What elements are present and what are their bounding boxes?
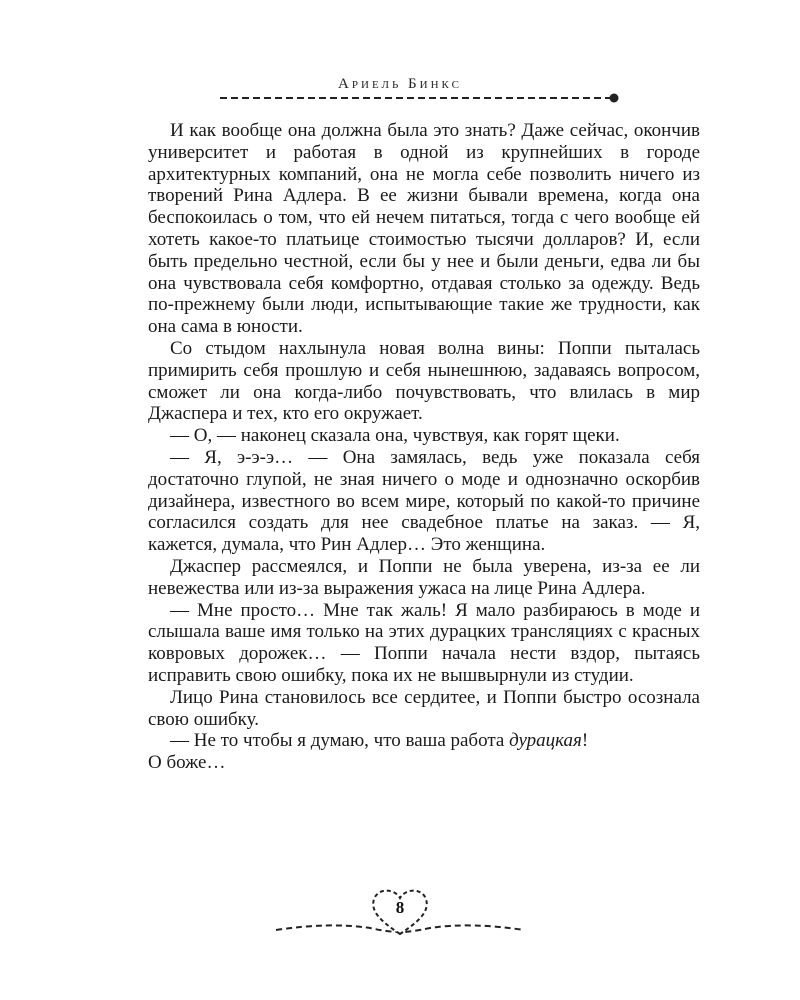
emphasized-word: дурацкая xyxy=(509,730,582,752)
paragraph: И как вообще она должна была это знать? Даже сейчас, окончив университет и работая в одной из крупнейших в городе архитектурных компаний, она не могла себе позволить ничего из творений Рина Адлера. В ее жизни бывали времена, когда она беспокоилась о том, что ей нечем питаться, тогда с чего вообще ей хотеть какое-то платьице стоимостью тысячи долларов? И, если быть предельно честной, если бы у нее и были деньги, едва ли бы она чувствовала себя комфортно, отдавая столько за одежду. Ведь по-прежнему были люди, испытывающие такие же трудности, как она сама в юности. xyxy=(148,120,700,338)
paragraph: — Я, э-э-э… — Она замялась, ведь уже показала себя достаточно глупой, не зная ничего о моде и однозначно оскорбив дизайнера, известного во всем мире, который по какой-то причине согласился создать для нее свадебное платье на заказ. — Я, кажется, думала, что Рин Адлер… Это женщина. xyxy=(148,446,700,556)
page-number: 8 xyxy=(395,898,405,917)
body-text xyxy=(148,120,700,774)
paragraph: — Мне просто… Мне так жаль! Я мало разбираюсь в моде и слышала ваше имя только на этих дурацких трансляциях с красных ковровых дорожек… — Поппи начала нести вздор, пытаясь исправить свою ошибку, пока их не вышвырнули из студии. xyxy=(148,599,700,686)
paragraph-continuation: О боже… xyxy=(148,752,226,774)
paragraph-dialogue xyxy=(148,730,700,752)
paragraph: Лицо Рина становилось все сердитее, и Поппи быстро осознала свою ошибку. xyxy=(148,686,700,730)
dialogue-punctuation: ! xyxy=(581,730,589,752)
paragraph: Джаспер рассмеялся, и Поппи не была уверена, из-за ее ли невежества или из-за выражения ужаса на лице Рина Адлера. xyxy=(148,555,700,599)
running-header-author: Ариель Бинкс xyxy=(338,76,462,92)
paragraph: — О, — наконец сказала она, чувствуя, как горят щеки. xyxy=(170,425,620,447)
footer-heart-ornament xyxy=(270,882,530,942)
header-dashed-rule xyxy=(218,90,622,106)
dialogue-text: — Не то чтобы я думаю, что ваша работа xyxy=(170,730,510,752)
paragraph: Со стыдом нахлынула новая волна вины: Поппи пыталась примирить себя прошлую и себя нынешнюю, задаваясь вопросом, сможет ли она когда-либо почувствовать, что влилась в мир Джаспера и тех, кто его окружает. xyxy=(148,337,700,425)
